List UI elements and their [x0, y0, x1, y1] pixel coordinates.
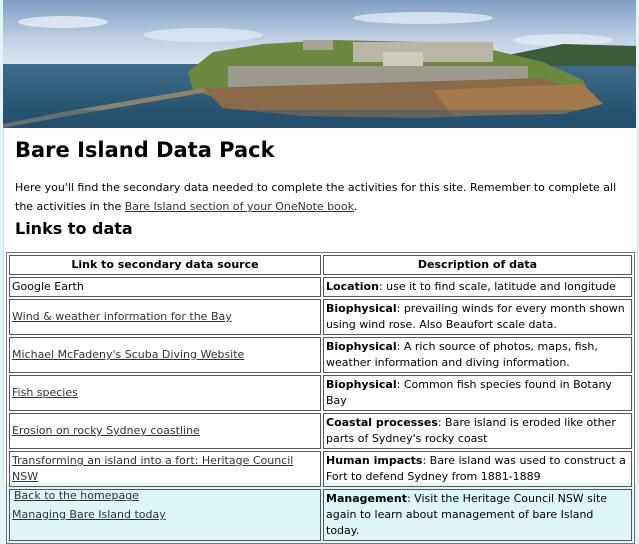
description-cell: [323, 337, 632, 373]
description-text: : Visit the Heritage Council NSW site again to learn about management of bare Island today.: [326, 492, 608, 537]
banner-photo: [3, 0, 636, 128]
description-cell: [323, 451, 632, 487]
table-row: [9, 413, 632, 449]
description-cell: [323, 299, 632, 335]
table-row: [9, 337, 632, 373]
category-label: Location: [326, 280, 379, 293]
category-label: Management: [326, 492, 407, 505]
source-link[interactable]: Michael McFadeny's Scuba Diving Website: [12, 348, 245, 361]
category-label: Biophysical: [326, 302, 397, 315]
category-label: Human impacts: [326, 454, 423, 467]
bare-island-photo: [3, 0, 636, 128]
source-link[interactable]: Wind & weather information for the Bay: [12, 310, 232, 323]
description-cell: [323, 413, 632, 449]
description-text: : Bare island was used to construct a Fort to defend Sydney from 1881-1889: [326, 454, 626, 483]
source-cell: [9, 299, 321, 335]
table-header-row: [9, 255, 632, 275]
source-cell: [9, 413, 321, 449]
table-row: [9, 299, 632, 335]
source-cell: [9, 337, 321, 373]
header-source: Link to secondary data source: [9, 255, 321, 275]
source-cell: [9, 277, 321, 297]
description-cell: [323, 489, 632, 541]
description-text: : Common fish species found in Botany Bay: [326, 378, 612, 407]
back-to-homepage-link[interactable]: Back to the homepage: [14, 489, 139, 502]
table-row: [9, 277, 632, 297]
source-cell: [9, 451, 321, 487]
intro-text: Here you'll find the secondary data needed to complete the activities for this site. Remember to complete all the activities in the: [15, 181, 617, 213]
description-cell: [323, 277, 632, 297]
table-row: [9, 451, 632, 487]
category-label: Biophysical: [326, 340, 397, 353]
category-label: Biophysical: [326, 378, 397, 391]
source-cell: [9, 375, 321, 411]
intro-end: .: [353, 200, 358, 213]
page-title: Bare Island Data Pack: [15, 138, 275, 162]
links-heading: Links to data: [15, 219, 133, 238]
category-label: Coastal processes: [326, 416, 438, 429]
table-row: [9, 375, 632, 411]
description-cell: [323, 375, 632, 411]
source-link[interactable]: Managing Bare Island today: [12, 508, 166, 521]
description-text: : Bare island is eroded like other parts of Sydney's rocky coast: [326, 416, 616, 445]
source-link[interactable]: Transforming an island into a fort: Heritage Council NSW: [12, 454, 294, 483]
description-text: : A rich source of photos, maps, fish, weather information and diving information.: [326, 340, 598, 369]
source-text: Google Earth: [12, 280, 84, 293]
header-description: Description of data: [323, 255, 632, 275]
onenote-link[interactable]: Bare Island section of your OneNote book: [124, 200, 354, 213]
intro-paragraph: [15, 178, 627, 216]
footer: [14, 489, 139, 502]
description-text: : use it to find scale, latitude and longitude: [378, 280, 616, 293]
source-link[interactable]: Fish species: [12, 386, 78, 399]
source-link[interactable]: Erosion on rocky Sydney coastline: [12, 424, 200, 437]
description-text: : prevailing winds for every month shown using wind rose. Also Beaufort scale data.: [326, 302, 625, 331]
